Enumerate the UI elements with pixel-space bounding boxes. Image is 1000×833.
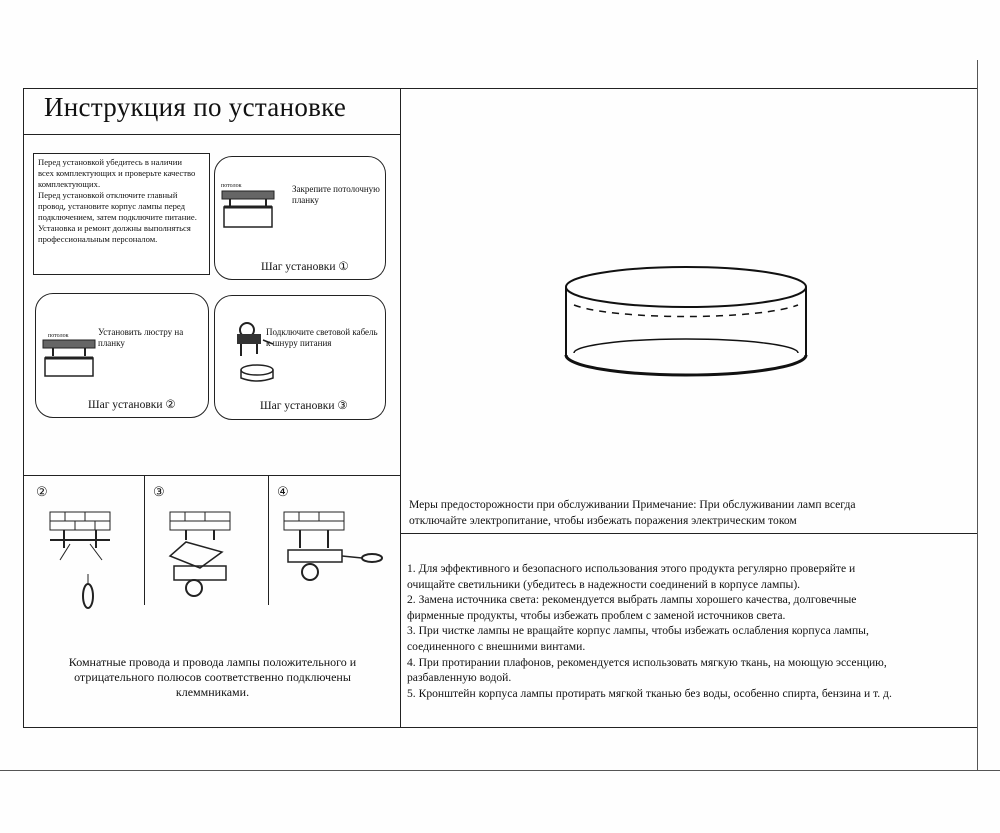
- step2-label: Шаг установки ②: [88, 399, 176, 411]
- step2-text-line: планку: [98, 338, 125, 348]
- notice-line: всех комплектующих и проверьте качество: [38, 168, 196, 178]
- notice-box: [33, 153, 210, 275]
- notice-line: комплектующих.: [38, 179, 101, 189]
- step1-card: [214, 156, 386, 280]
- diagram-mark: ④: [277, 484, 289, 499]
- notice-line: Перед установкой отключите главный: [38, 190, 178, 200]
- maintenance-line: 4. При протирании плафонов, рекомендуется использовать мягкую ткань, на моющую эссенцию,: [407, 655, 887, 669]
- step1-text: [292, 184, 380, 206]
- left-section-divider: [23, 475, 401, 476]
- ceiling-label: потолок: [221, 183, 242, 189]
- diagram-mark: ②: [36, 484, 48, 499]
- precautions-text: [409, 497, 969, 529]
- page-title: Инструкция по установке: [44, 92, 347, 122]
- step1-text-line: Закрепите потолочную: [292, 184, 380, 194]
- lamp-illustration: [560, 265, 820, 385]
- wiring-diagram-2-icon: [40, 508, 150, 618]
- wiring-note-line: Комнатные провода и провода лампы положительного и: [68, 655, 357, 669]
- wiring-note-line: клеммниками.: [175, 685, 250, 699]
- wiring-diagram-3-icon: [160, 508, 270, 618]
- step2-card: [35, 293, 209, 418]
- step1-text-line: планку: [292, 195, 319, 205]
- maintenance-line: очищайте светильники (убедитесь в надежности соединений в корпусе лампы).: [407, 577, 801, 591]
- precautions-line: Меры предосторожности при обслуживании Примечание: При обслуживании ламп всегда: [409, 498, 856, 511]
- maintenance-line: фирменные продукты, чтобы избежать проблем с заменой источников света.: [407, 608, 786, 622]
- step3-text-line: Подключите световой кабель: [266, 327, 378, 337]
- right-section-divider: [400, 533, 978, 534]
- maintenance-line: 3. При чистке лампы не вращайте корпус лампы, чтобы избежать ослабления корпуса лампы,: [407, 624, 869, 638]
- maintenance-line: 1. Для эффективного и безопасного использования этого продукта регулярно проверяйте и: [407, 562, 856, 575]
- maintenance-list: [407, 561, 972, 701]
- title-divider: [23, 134, 401, 135]
- notice-line: подключением, затем подключите питание.: [38, 212, 197, 222]
- step3-text: [266, 327, 378, 349]
- maintenance-line: разбавленную водой.: [407, 671, 512, 685]
- step2-text-line: Установить люстру на: [98, 327, 184, 337]
- step3-card: [214, 295, 386, 420]
- step3-label: Шаг установки ③: [260, 400, 348, 412]
- maintenance-line: 5. Кронштейн корпуса лампы протирать мягкой тканью без воды, особенно спирта, бензина и т. д.: [407, 686, 892, 700]
- notice-line: Установка и ремонт должны выполняться: [38, 223, 191, 233]
- notice-line: профессиональным персоналом.: [38, 234, 158, 244]
- notice-line: Перед установкой убедитесь в наличии: [38, 157, 182, 167]
- precautions-line: отключайте электропитание, чтобы избежать поражения электрическим током: [409, 514, 797, 527]
- notice-text: [38, 157, 210, 245]
- step2-text: [98, 327, 183, 349]
- wiring-diagram-4-icon: [280, 508, 390, 618]
- page-bottom-line: [0, 770, 1000, 771]
- maintenance-line: соединенного с внешними винтами.: [407, 639, 586, 653]
- notice-line: провод, установите корпус лампы перед: [38, 201, 186, 211]
- maintenance-line: 2. Замена источника света: рекомендуется выбрать лампы хорошего качества, долговечные: [407, 593, 857, 607]
- diagram-mark: ③: [153, 484, 165, 499]
- center-divider: [400, 88, 401, 728]
- ceiling-label: потолок: [48, 333, 69, 339]
- step3-text-line: к шнуру питания: [266, 338, 332, 348]
- wiring-note: [30, 655, 395, 700]
- page-right-line: [977, 60, 978, 770]
- step1-label: Шаг установки ①: [261, 261, 349, 273]
- wiring-note-line: отрицательного полюсов соответственно подключены: [74, 670, 351, 684]
